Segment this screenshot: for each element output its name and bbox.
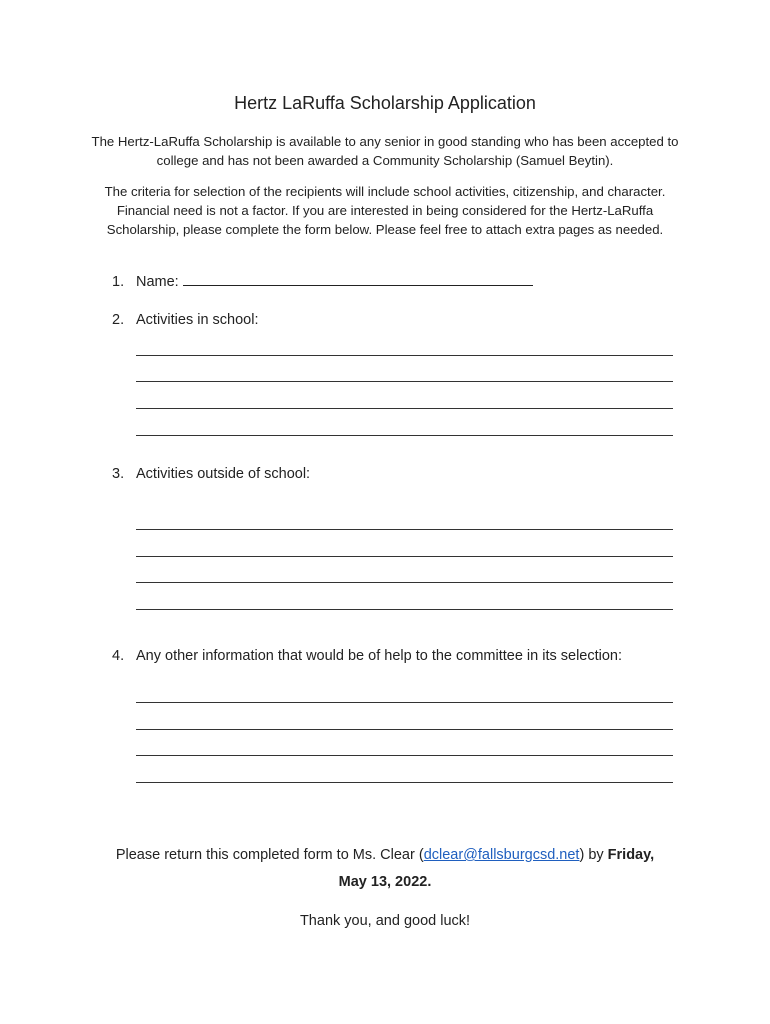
- return-text-before: Please return this completed form to Ms. Clear (: [115, 847, 424, 863]
- question-name: [112, 271, 533, 290]
- question-label: Name:: [136, 274, 179, 290]
- return-text-after: ) by: [579, 847, 608, 863]
- answer-line[interactable]: [136, 609, 673, 610]
- question-activities-outside-school: [112, 466, 310, 482]
- closing-message: Thank you, and good luck!: [299, 913, 471, 929]
- intro-paragraph-criteria: The criteria for selection of the recipients will include school activities, citizenship, and character. Financial need is not a factor. If you are interested in being considered for the Hertz-LaRuffa Scholarship, please complete the form below. Please feel free to attach extra pages as needed.: [104, 184, 666, 237]
- question-number: 1.: [112, 274, 125, 290]
- question-label: Activities in school:: [136, 312, 259, 328]
- question-number: 4.: [112, 648, 125, 664]
- question-label: Any other information that would be of help to the committee in its selection:: [136, 648, 623, 664]
- answer-line[interactable]: [136, 435, 673, 436]
- email-link[interactable]: dclear@fallsburgcsd.net: [423, 847, 580, 863]
- answer-line[interactable]: [136, 408, 673, 409]
- question-number: 2.: [112, 312, 125, 328]
- answer-line[interactable]: [136, 755, 673, 756]
- deadline-date: May 13, 2022.: [338, 874, 432, 890]
- answer-line[interactable]: [136, 582, 673, 583]
- question-activities-in-school: [112, 312, 259, 328]
- answer-line[interactable]: [136, 782, 673, 783]
- answer-line[interactable]: [136, 355, 673, 356]
- return-instructions: [0, 847, 770, 863]
- answer-line[interactable]: [136, 556, 673, 557]
- answer-line[interactable]: [136, 729, 673, 730]
- name-input-line[interactable]: [183, 271, 533, 286]
- answer-line[interactable]: [136, 381, 673, 382]
- question-label: Activities outside of school:: [136, 466, 311, 482]
- deadline-day: Friday,: [607, 847, 655, 863]
- intro-paragraph-eligibility: The Hertz-LaRuffa Scholarship is available to any senior in good standing who has been accepted to college and has not been awarded a Community Scholarship (Samuel Beytin).: [91, 134, 679, 168]
- page-title: Hertz LaRuffa Scholarship Application: [234, 93, 536, 113]
- question-other-information: [112, 648, 622, 664]
- answer-line[interactable]: [136, 702, 673, 703]
- question-number: 3.: [112, 466, 125, 482]
- answer-line[interactable]: [136, 529, 673, 530]
